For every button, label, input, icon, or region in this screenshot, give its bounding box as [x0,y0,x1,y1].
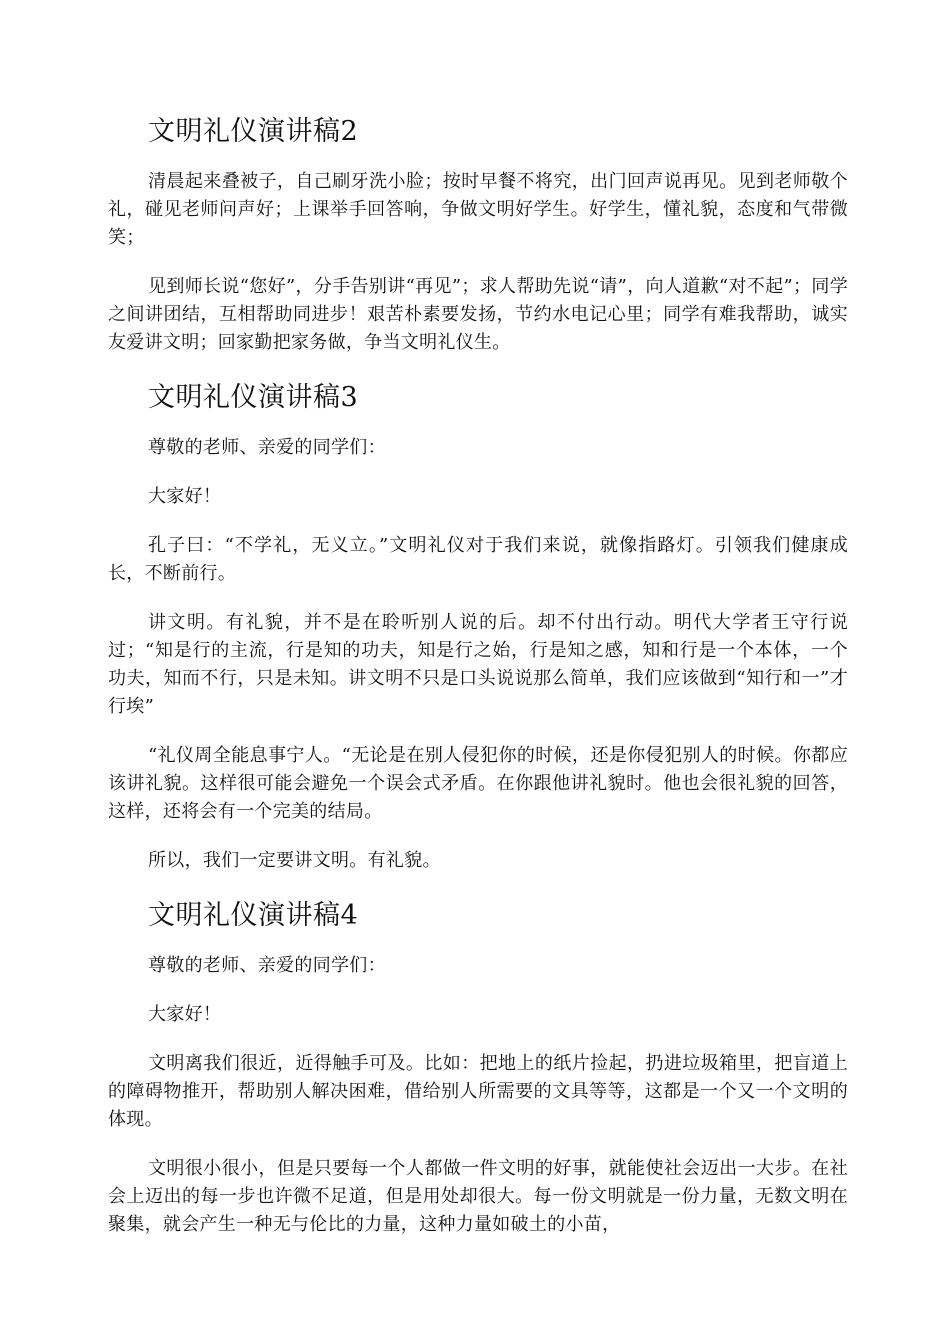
paragraph: “礼仪周全能息事宁人。“无论是在别人侵犯你的时候，还是你侵犯别人的时候。你都应该讲礼貌。这样很可能会避免一个误会式矛盾。在你跟他讲礼貌时。他也会很礼貌的回答，这样，还将会有一个完美的结局。 [108,745,848,822]
paragraph: 尊敬的老师、亲爱的同学们： [148,437,386,458]
paragraph: 所以，我们一定要讲文明。有礼貌。 [148,850,441,871]
section-title: 文明礼仪演讲稿2 [148,116,359,147]
paragraph: 大家好！ [148,1004,222,1025]
paragraph: 讲文明。有礼貌，并不是在聆听别人说的后。却不付出行动。明代大学者王守行说过；“知是行的主流，行是知的功夫，知是行之始，行是知之感，知和行是一个本体，一个功夫，知而不行，只是未知。讲文明不只是口头说说那么简单，我们应该做到“知行和一”才行埃” [108,612,848,717]
document-body [108,112,848,1260]
section-title: 文明礼仪演讲稿4 [148,900,359,931]
paragraph: 见到师长说“您好”，分手告别讲“再见”；求人帮助先说“请”，向人道歉“对不起”；同学之间讲团结，互相帮助同进步！艰苦朴素要发扬，节约水电记心里；同学有难我帮助，诚实友爱讲文明；回家勤把家务做，争当文明礼仪生。 [108,276,848,353]
speech-section-3 [108,378,848,875]
paragraph: 清晨起来叠被子，自己刷牙洗小脸；按时早餐不将究，出门回声说再见。见到老师敬个礼，碰见老师问声好；上课举手回答响，争做文明好学生。好学生，懂礼貌，态度和气带微笑； [108,171,848,248]
speech-section-2 [108,112,848,357]
section-title: 文明礼仪演讲稿3 [148,382,359,413]
paragraph: 文明很小很小，但是只要每一个人都做一件文明的好事，就能使社会迈出一大步。在社会上迈出的每一步也许微不足道，但是用处却很大。每一份文明就是一份力量，无数文明在聚集，就会产生一种无与伦比的力量，这种力量如破土的小苗， [108,1158,848,1235]
speech-section-4 [108,896,848,1239]
paragraph: 孔子曰：“不学礼，无义立。”文明礼仪对于我们来说，就像指路灯。引领我们健康成长，不断前行。 [108,535,848,584]
paragraph: 大家好！ [148,486,222,507]
paragraph: 尊敬的老师、亲爱的同学们： [148,955,386,976]
paragraph: 文明离我们很近，近得触手可及。比如：把地上的纸片捡起，扔进垃圾箱里，把盲道上的障碍物推开，帮助别人解决困难，借给别人所需要的文具等等，这都是一个又一个文明的体现。 [108,1053,848,1130]
